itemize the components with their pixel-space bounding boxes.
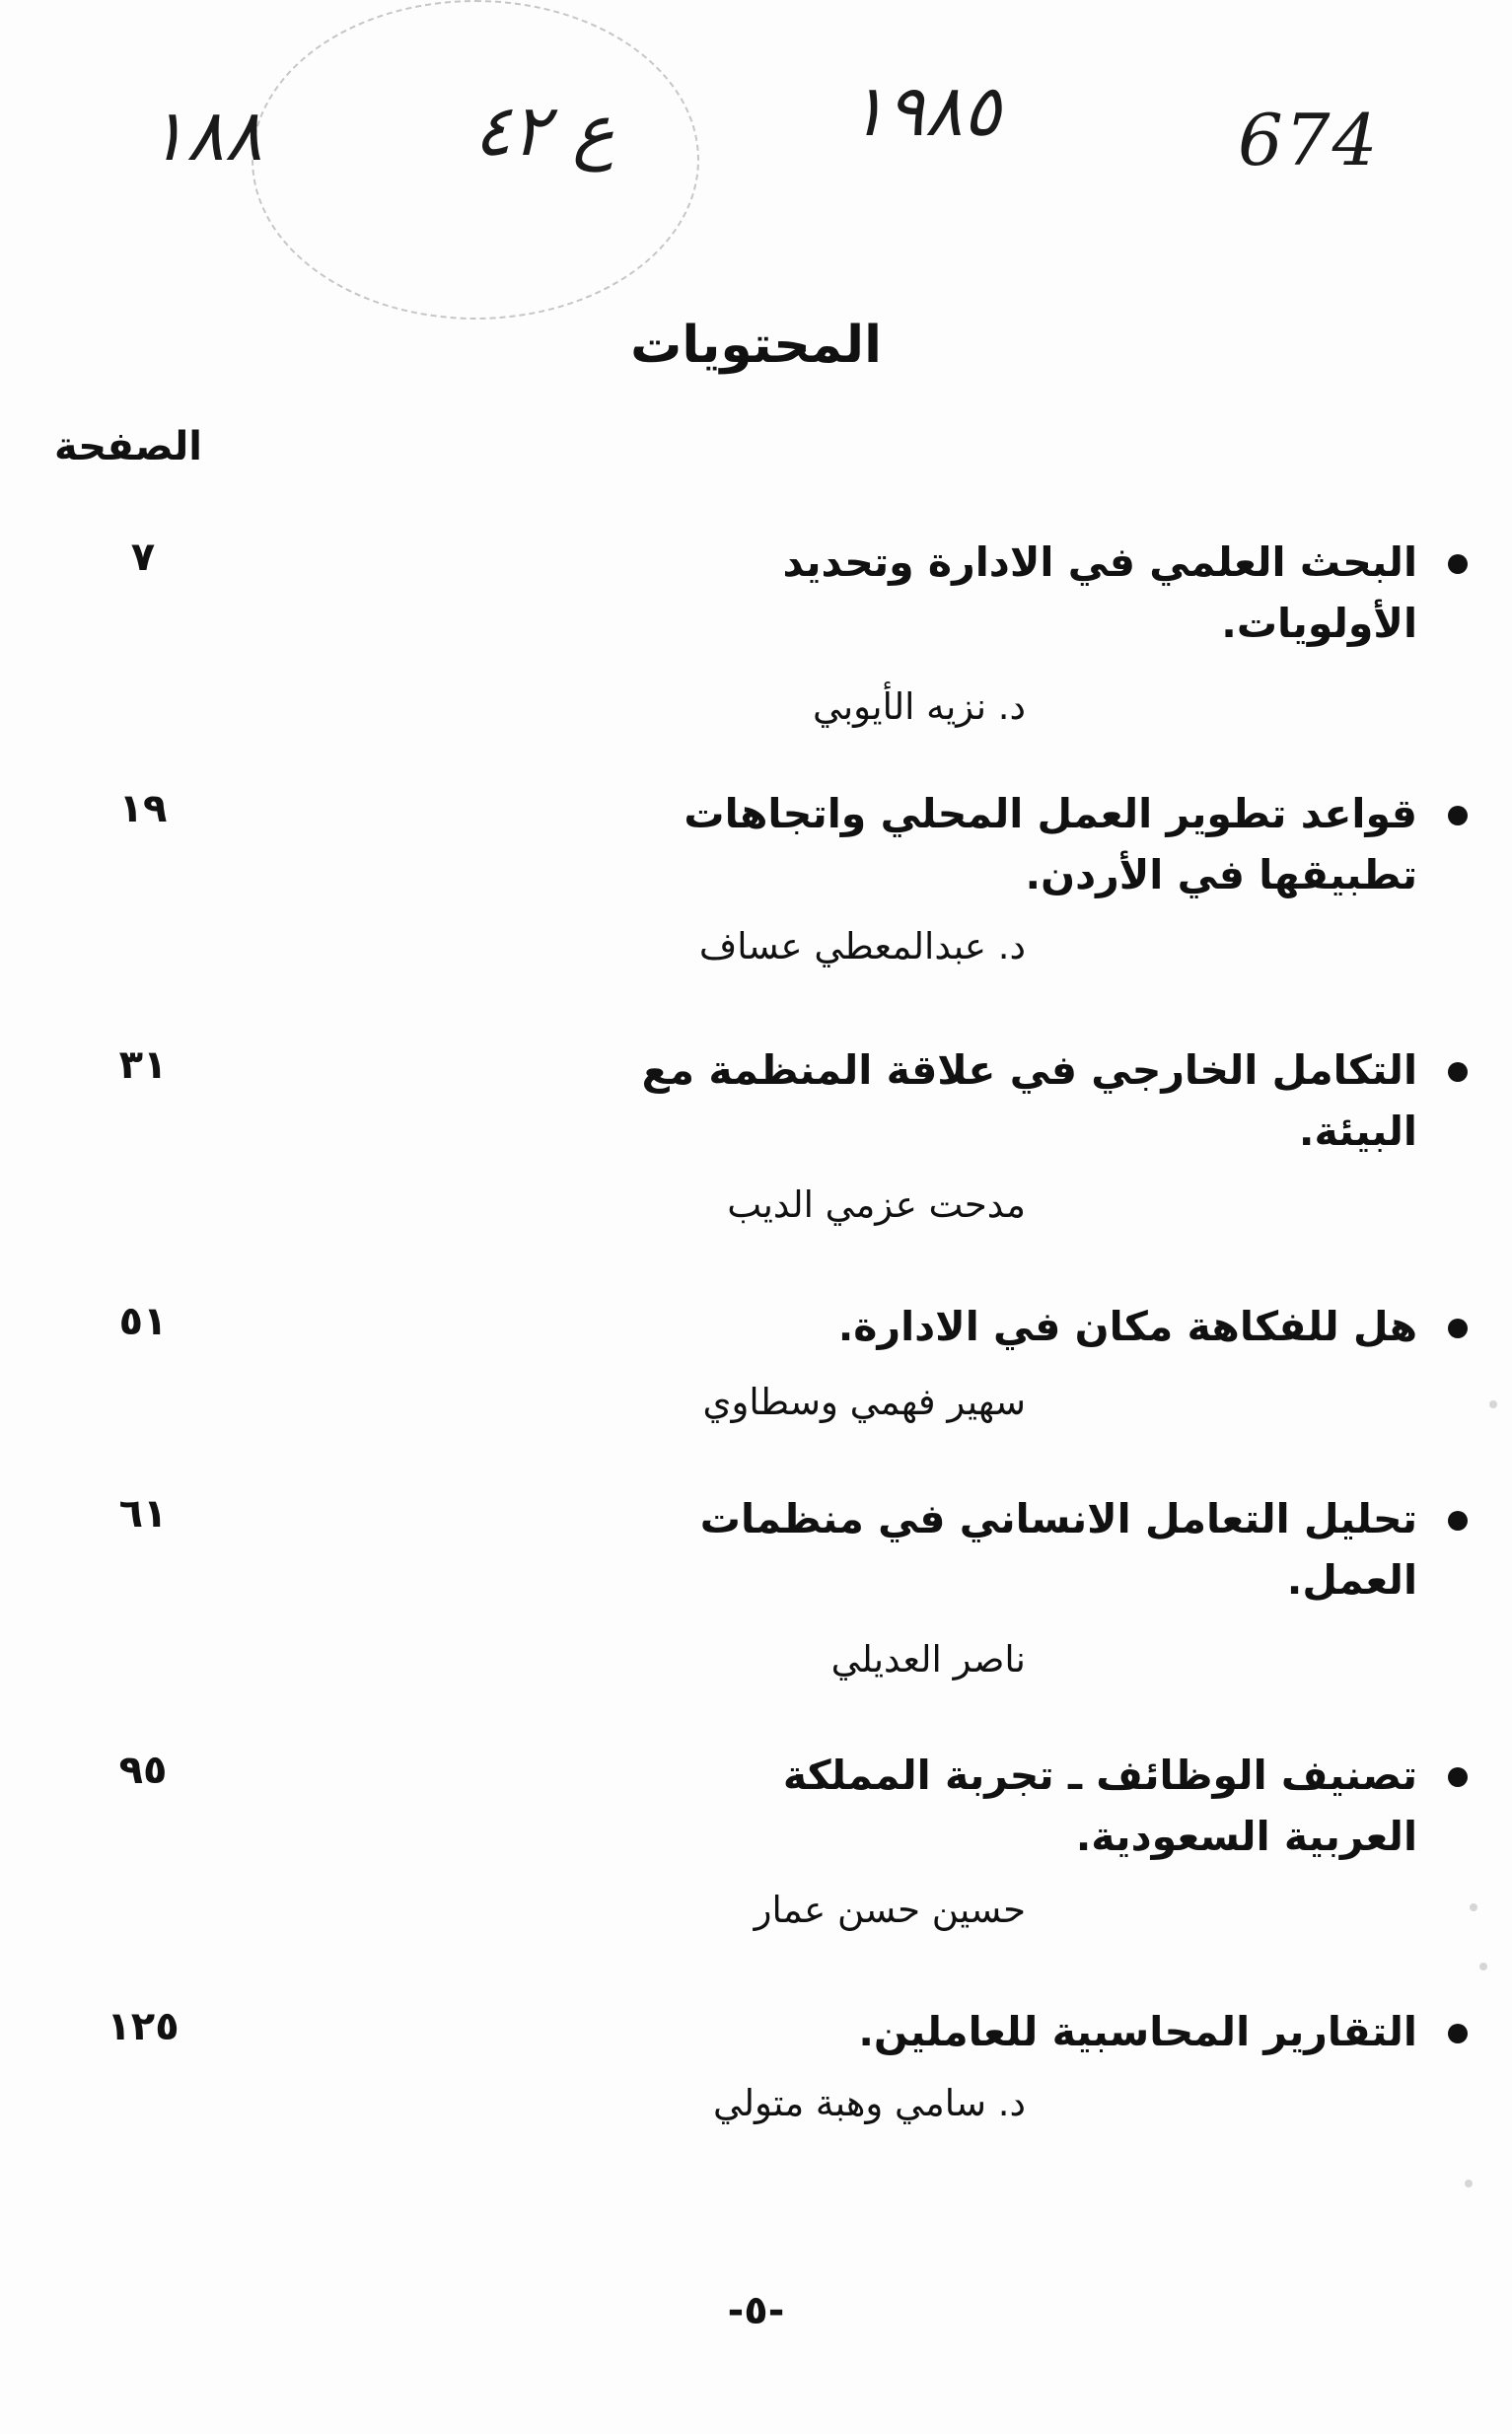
entry-title-line-1: تحليل التعامل الانساني في منظمات [699, 1495, 1417, 1542]
bullet-icon [1448, 1511, 1468, 1531]
entry-title-line-1: التكامل الخارجي في علاقة المنظمة مع [641, 1046, 1417, 1094]
entry-title-line-2: تطبيقها في الأردن. [1025, 851, 1417, 898]
bullet-icon [1448, 1062, 1468, 1082]
entry-title-line-1: البحث العلمي في الادارة وتحديد [782, 538, 1417, 586]
scan-speck [1465, 2180, 1473, 2187]
entry-page-number: ٦١ [118, 1491, 168, 1537]
bullet-icon [1448, 554, 1468, 574]
entry-page-number: ٥١ [118, 1299, 168, 1344]
handwritten-mark-3: ١٩٨٥ [848, 69, 1001, 152]
entry-title-line-2: العربية السعودية. [1075, 1813, 1417, 1860]
entry-page-number: ٩٥ [118, 1748, 168, 1793]
entry-page-number: ٣١ [118, 1042, 168, 1088]
toc-entry-5 [0, 1489, 1512, 1681]
toc-entry-6 [0, 1746, 1512, 1931]
bullet-icon [1448, 2024, 1468, 2043]
scan-speck [1479, 1963, 1487, 1970]
handwritten-mark-1: ١٨٨ [148, 94, 263, 177]
toc-entry-4 [0, 1297, 1512, 1423]
entry-title-line-1: قواعد تطوير العمل المحلي واتجاهات [684, 790, 1417, 837]
entry-title-line-1: التقارير المحاسبية للعاملين. [858, 2008, 1417, 2055]
entry-title-line-2: البيئة. [1298, 1108, 1417, 1155]
bullet-icon [1448, 1767, 1468, 1787]
entry-author: د. نزيه الأيوبي [813, 685, 1026, 728]
toc-entry-1 [0, 533, 1512, 728]
page-title: المحتويات [630, 316, 882, 375]
entry-author: د. سامي وهبة متولي [712, 2082, 1026, 2124]
scan-speck [1470, 1903, 1477, 1911]
entry-author: سهير فهمي وسطاوي [702, 1381, 1026, 1423]
entry-title-line-1: تصنيف الوظائف ـ تجربة المملكة [782, 1752, 1417, 1799]
entry-title-line-1: هل للفكاهة مكان في الادارة. [837, 1303, 1417, 1350]
toc-entry-3 [0, 1040, 1512, 1226]
entry-title-line-2: العمل. [1286, 1556, 1417, 1604]
handwritten-mark-2: ع ٤٢ [473, 89, 615, 172]
toc-entry-2 [0, 784, 1512, 967]
entry-author: مدحت عزمي الديب [727, 1183, 1026, 1226]
entry-author: حسين حسن عمار [754, 1889, 1026, 1931]
footer-page-number: -٥- [727, 2288, 785, 2333]
entry-author: د. عبدالمعطي عساف [698, 925, 1026, 967]
entry-page-number: ١٢٥ [107, 2004, 180, 2049]
bullet-icon [1448, 1319, 1468, 1338]
handwritten-mark-4: 674 [1238, 99, 1380, 181]
bullet-icon [1448, 806, 1468, 825]
scan-speck [1489, 1400, 1497, 1408]
entry-page-number: ٧ [130, 535, 156, 580]
entry-page-number: ١٩ [118, 786, 168, 831]
page-column-label: الصفحة [54, 424, 203, 469]
toc-entry-7 [0, 2002, 1512, 2124]
entry-title-line-2: الأولويات. [1221, 600, 1417, 647]
entry-author: ناصر العديلي [830, 1638, 1026, 1681]
